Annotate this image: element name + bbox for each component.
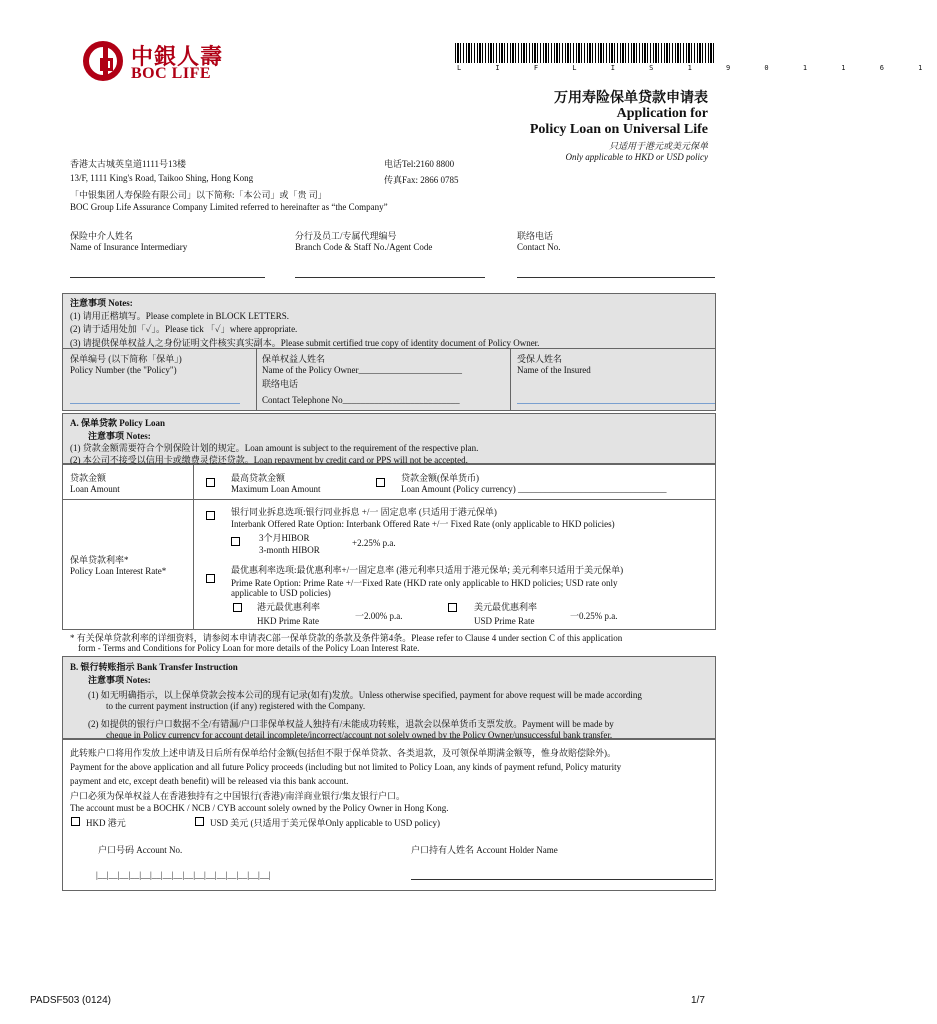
usd-prime-spread: 一0.25% p.a. — [570, 611, 618, 621]
prime-option-en-2: applicable to USD policies) — [231, 588, 331, 598]
company-ref-cn: 「中银集团人寿保险有限公司」以下简称:「本公司」或「贵 司」 — [70, 190, 327, 200]
contact-no-field[interactable] — [517, 277, 715, 278]
usd-prime-checkbox[interactable] — [448, 603, 457, 612]
logo-text-cn: 中銀人壽 — [131, 45, 224, 70]
company-ref-en: BOC Group Life Assurance Company Limited referred to hereinafter as “the Company” — [70, 202, 388, 212]
hibor-3m-cn: 3个月HIBOR — [259, 533, 310, 543]
hkd-account-checkbox[interactable] — [71, 817, 80, 826]
owner-tel-label-en[interactable]: Contact Telephone No__________________________ — [262, 395, 460, 405]
section-b-title: B. 银行转账指示 Bank Transfer Instruction — [70, 662, 238, 672]
max-loan-label-cn: 最高贷款金额 — [231, 473, 286, 483]
barcode-text: L I F L I S 1 9 0 1 1 6 1 — [457, 64, 937, 72]
hibor-option-cn: 银行同业拆息选项:银行同业拆息 +/一 固定息率 (只适用于港元保单) — [231, 507, 497, 517]
form-title-en-2: Policy Loan on Universal Life — [529, 122, 708, 137]
usd-account-label: USD 美元 (只适用于美元保单Only applicable to USD policy) — [210, 818, 440, 828]
branch-code-field[interactable] — [295, 277, 485, 278]
rate-footnote-1: * 有关保单贷款利率的详细资料，请参阅本申请表C部一保单贷款的条款及条件第4条。Please refer to Clause 4 under section C of this application — [70, 633, 623, 643]
section-a-notes-title: 注意事项 Notes: — [88, 431, 151, 441]
hkd-prime-cn: 港元最优惠利率 — [257, 602, 321, 612]
custom-loan-amount-field[interactable]: Loan Amount (Policy currency) _________________________________ — [401, 484, 667, 494]
company-fax: 传真Fax: 2866 0785 — [384, 175, 459, 185]
branch-code-label-en: Branch Code & Staff No./Agent Code — [295, 242, 433, 252]
max-loan-label-en: Maximum Loan Amount — [231, 484, 321, 494]
address-en: 13/F, 1111 King's Road, Taikoo Shing, Hong Kong — [70, 173, 254, 183]
section-b-note-1b: to the current payment instruction (if any) registered with the Company. — [106, 701, 366, 711]
insured-name-field[interactable] — [517, 403, 715, 404]
account-no-label: 户口号码 Account No. — [98, 845, 183, 855]
form-title-en-1: Application for — [616, 106, 708, 121]
account-holder-label: 户口持有人姓名 Account Holder Name — [411, 845, 558, 855]
section-b-notes-title: 注意事项 Notes: — [88, 675, 151, 685]
insured-name-label-cn: 受保人姓名 — [517, 354, 563, 364]
owner-tel-label-cn: 联络电话 — [262, 379, 299, 389]
usd-prime-en: USD Prime Rate — [474, 616, 535, 626]
intermediary-name-label-en: Name of Insurance Intermediary — [70, 242, 188, 252]
intermediary-name-label-cn: 保险中介人姓名 — [70, 231, 134, 241]
logo-emblem-icon — [83, 41, 123, 81]
section-a-note-2: (2) 本公司不接受以信用卡或缴费灵偿还贷款。Loan repayment by credit card or PPS will not be accepted. — [70, 455, 468, 465]
usd-account-checkbox[interactable] — [195, 817, 204, 826]
note-3: (3) 请提供保单权益人之身份证明文件核实真实副本。Please submit certified true copy of identity document of Policy Owner. — [70, 338, 540, 348]
barcode — [455, 43, 715, 63]
interest-rate-label-en: Policy Loan Interest Rate* — [70, 566, 167, 576]
hkd-prime-checkbox[interactable] — [233, 603, 242, 612]
note-1: (1) 请用正楷填写。Please complete in BLOCK LETTERS. — [70, 311, 289, 321]
prime-option-en: Prime Rate Option: Prime Rate +/一Fixed Rate (HKD rate only applicable to HKD policies; USD rate only — [231, 578, 618, 588]
page-number: 1/7 — [691, 995, 705, 1006]
owner-name-label-cn: 保单权益人姓名 — [262, 354, 326, 364]
custom-loan-checkbox[interactable] — [376, 478, 385, 487]
bank-para-5: The account must be a BOCHK / NCB / CYB account solely owned by the Policy Owner in Hong Kong. — [70, 803, 449, 813]
hkd-account-label: HKD 港元 — [86, 818, 126, 828]
section-b-note-2b: cheque in Policy currency for account detail incomplete/incorrect/account not solely owned by the Policy Owner/unsuccessful bank transfer. — [106, 730, 613, 740]
hibor-3m-checkbox[interactable] — [231, 537, 240, 546]
address-cn: 香港太古城英皇道1111号13楼 — [70, 159, 186, 169]
bank-para-3: payment and etc, except death benefit) will be released via this bank account. — [70, 776, 349, 786]
bank-para-1: 此转账户口将用作发放上述申请及日后所有保单给付金额(包括但不限于保单贷款、各类退款，及可领保单期满金额等，惟身故赔偿除外)。 — [70, 748, 616, 758]
hibor-option-checkbox[interactable] — [206, 511, 215, 520]
hkd-prime-en: HKD Prime Rate — [257, 616, 319, 626]
section-a-title: A. 保单贷款 Policy Loan — [70, 418, 166, 428]
notes-title: 注意事项 Notes: — [70, 298, 133, 308]
loan-amount-label-en: Loan Amount — [70, 484, 120, 494]
form-code: PADSF503 (0124) — [30, 995, 111, 1006]
usd-prime-cn: 美元最优惠利率 — [474, 602, 538, 612]
account-no-field[interactable]: |__|__|__|__|__|__|__|__|__|__|__|__|__|__|__|__| — [96, 870, 271, 880]
logo-text-en: BOC LIFE — [131, 65, 212, 82]
policy-number-field[interactable] — [70, 403, 240, 404]
loan-amount-label-cn: 贷款金额 — [70, 473, 107, 483]
policy-number-label-cn: 保单编号 (以下简称「保单」) — [70, 354, 182, 364]
section-a-note-1: (1) 贷款金额需要符合个别保险计划的规定。Loan amount is subject to the requirement of the respective plan. — [70, 443, 479, 453]
note-2: (2) 请于适用处加「✓」。Please tick 「✓」where appropriate. — [70, 324, 298, 334]
max-loan-checkbox[interactable] — [206, 478, 215, 487]
bank-para-2: Payment for the above application and all future Policy proceeds (including but not limited to Policy Loan, any kinds of payment refund, Policy maturity — [70, 762, 622, 772]
branch-code-label-cn: 分行及员工/专属代理编号 — [295, 231, 397, 241]
title-note-en: Only applicable to HKD or USD policy — [565, 152, 708, 162]
prime-option-checkbox[interactable] — [206, 574, 215, 583]
contact-no-label-cn: 联络电话 — [517, 231, 554, 241]
hibor-3m-en: 3-month HIBOR — [259, 545, 320, 555]
company-tel: 电话Tel:2160 8800 — [384, 159, 455, 169]
section-b-note-1a: (1) 如无明确指示，以上保单贷款会按本公司的现有记录(如有)发放。Unless otherwise specified, payment for above request will be made according — [88, 690, 642, 700]
section-b-note-2a: (2) 如提供的银行户口数据不全/有错漏/户口非保单权益人独持有/未能成功转账，退款会以保单货币支票发放。Payment will be made by — [88, 719, 614, 729]
hkd-prime-spread: 一2.00% p.a. — [355, 611, 403, 621]
rate-footnote-2: form - Terms and Conditions for Policy Loan for more details of the Policy Loan Interest Rate. — [78, 643, 420, 653]
form-title-cn: 万用寿险保单贷款申请表 — [554, 90, 708, 106]
bank-para-4: 户口必须为保单权益人在香港独持有之中国银行(香港)/南洋商业银行/集友银行户口。 — [70, 791, 405, 801]
owner-name-label-en[interactable]: Name of the Policy Owner_______________________ — [262, 365, 462, 375]
insured-name-label-en: Name of the Insured — [517, 365, 591, 375]
title-note-cn: 只适用于港元或美元保单 — [608, 141, 708, 151]
contact-no-label-en: Contact No. — [517, 242, 561, 252]
prime-option-cn: 最优惠利率选项:最优惠利率+/一固定息率 (港元利率只适用于港元保单; 美元利率只适用于美元保单) — [231, 565, 624, 575]
intermediary-name-field[interactable] — [70, 277, 265, 278]
hibor-spread: +2.25% p.a. — [352, 538, 396, 548]
interest-rate-label-cn: 保单贷款利率* — [70, 555, 129, 565]
policy-number-label-en: Policy Number (the "Policy") — [70, 365, 177, 375]
hibor-option-en: Interbank Offered Rate Option: Interbank Offered Rate +/一 Fixed Rate (only applicable to HKD policies) — [231, 519, 615, 529]
account-holder-field[interactable] — [411, 879, 713, 880]
custom-loan-label-cn: 贷款金额(保单货币) — [401, 473, 479, 483]
